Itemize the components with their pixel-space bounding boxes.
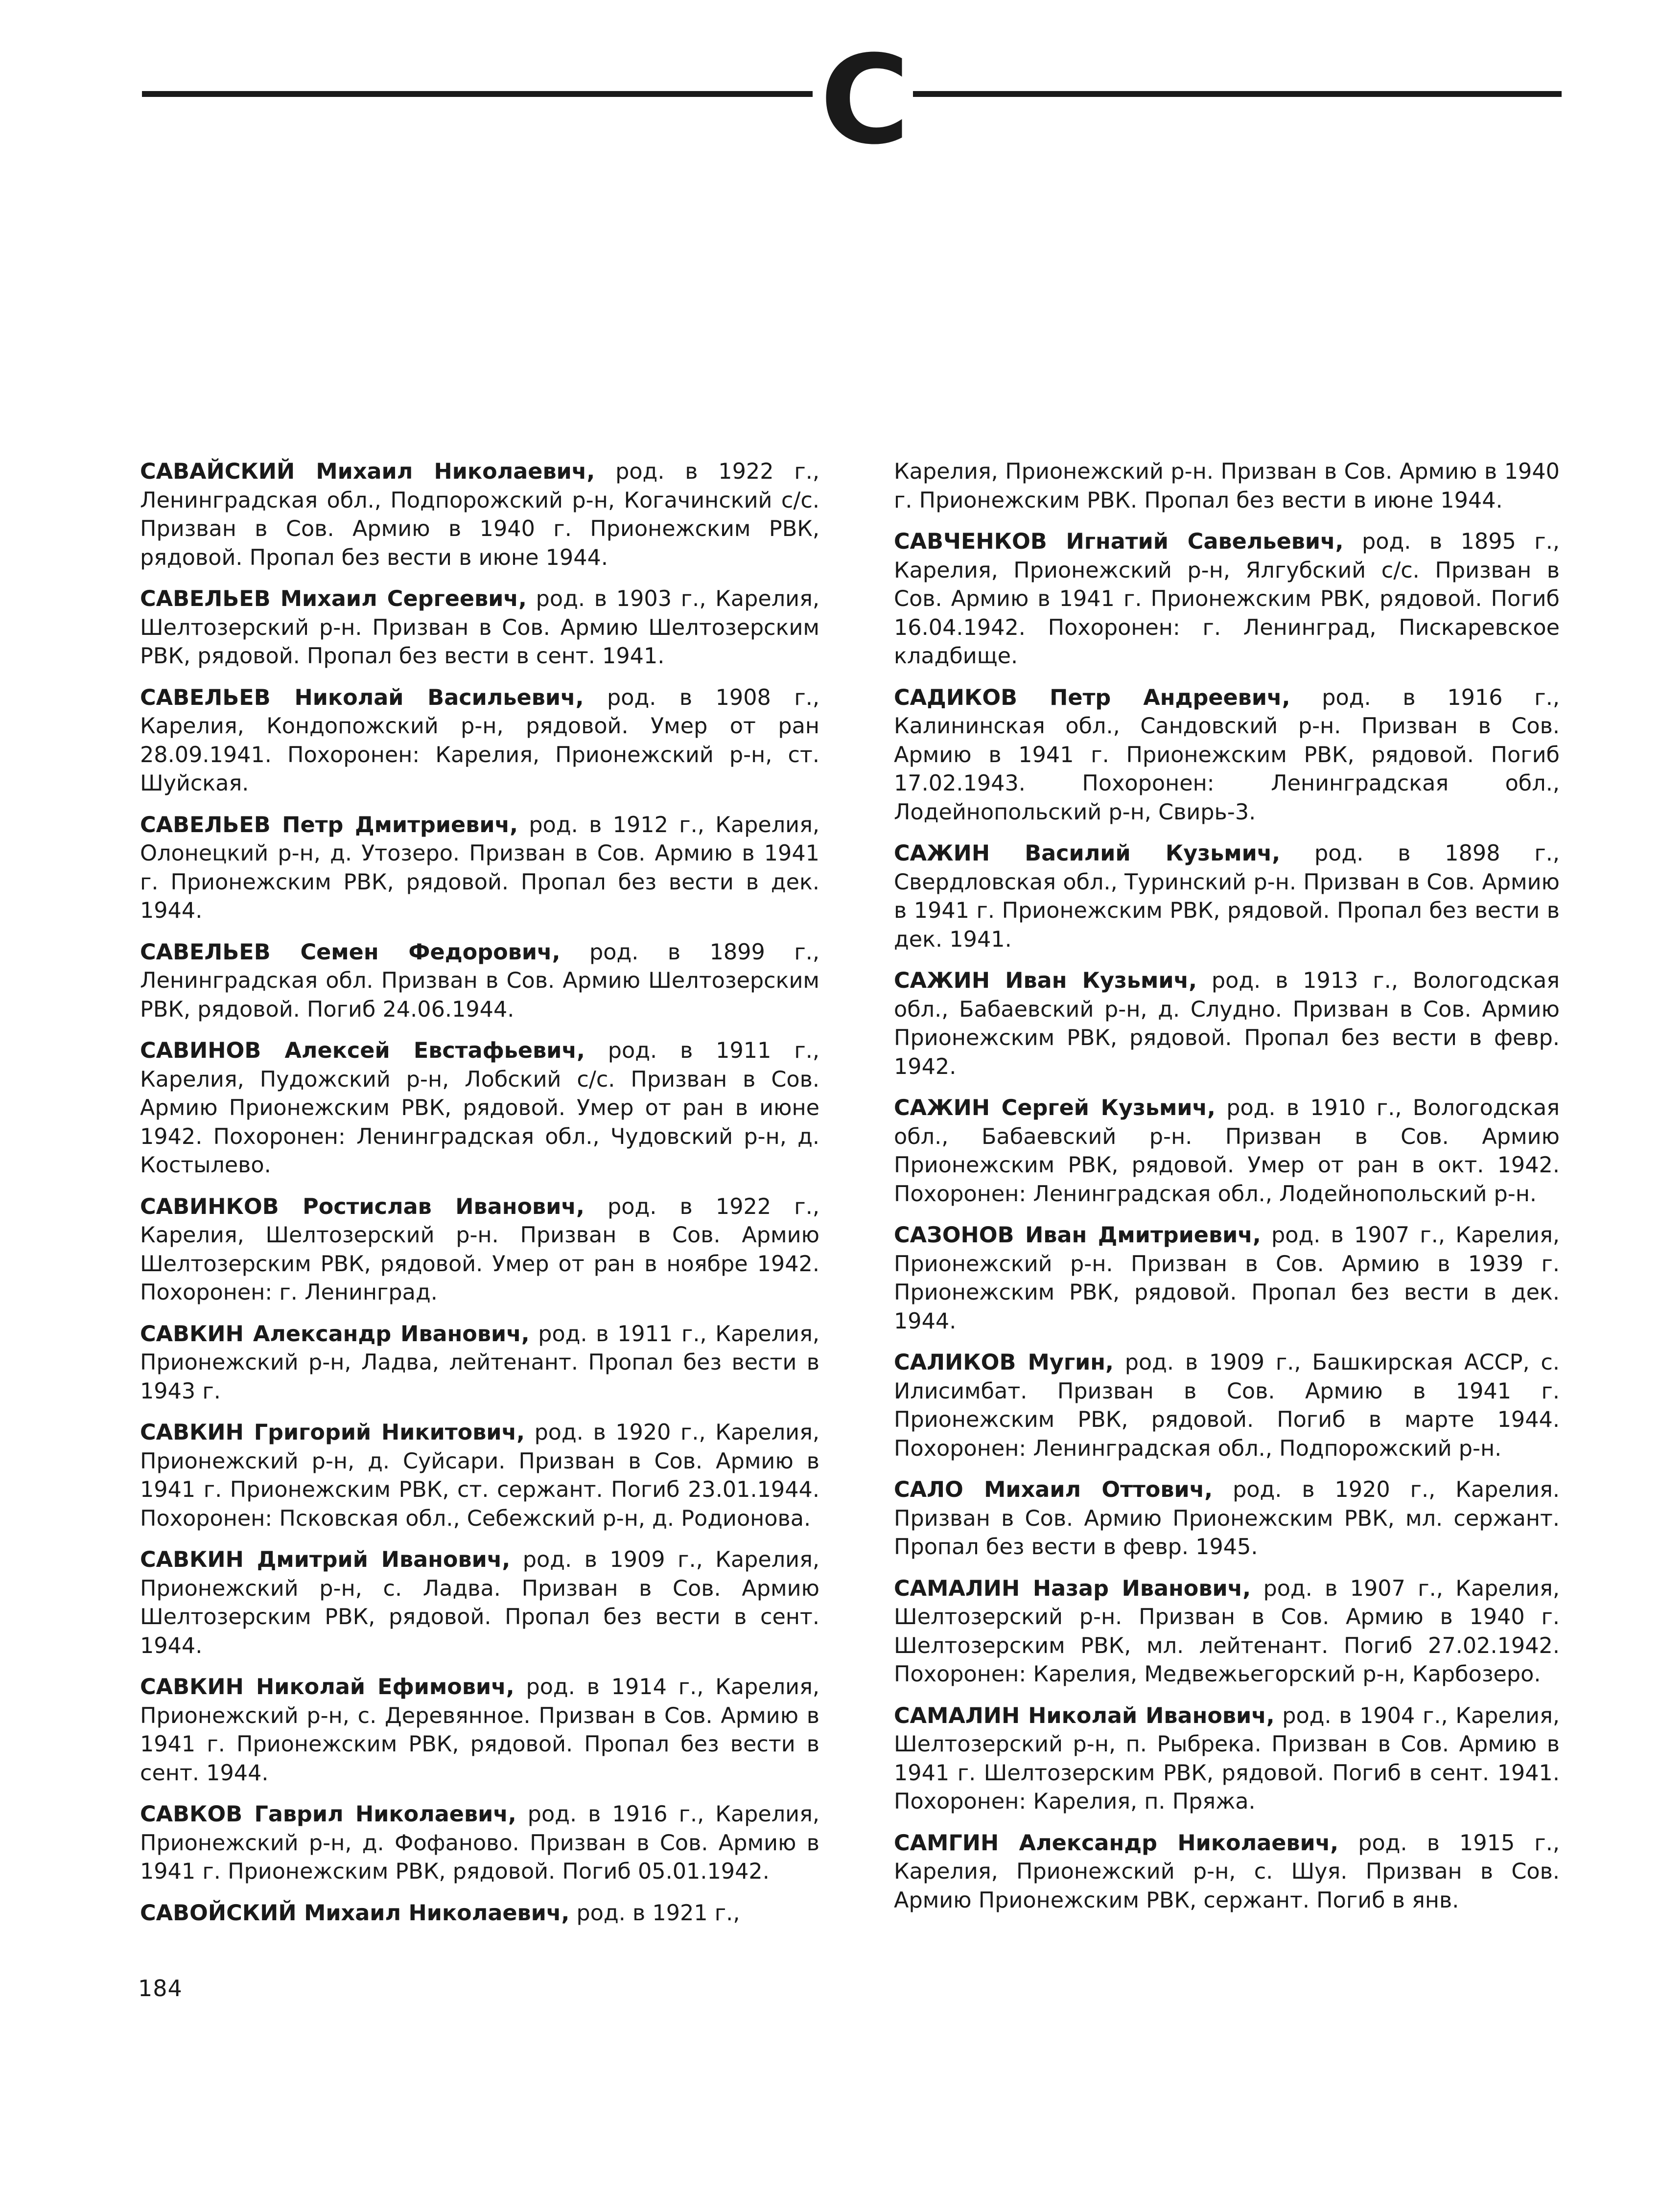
entry-name: САВИНОВ Алексей Евстафьевич, xyxy=(140,1038,585,1063)
entry-text: род. в 1909 г., Башкирская АССР, с. Илисимбат. Призван в Сов. Армию в 1941 г. Прионежским РВК, рядовой. Погиб в марте 1944. Похоронен: Ленинградская обл., Подпорожский р-н. xyxy=(894,1350,1560,1461)
entry-text: род. в 1920 г., Карелия, Прионежский р-н, д. Суйсари. Призван в Сов. Армию в 1941 г. Прионежским РВК, ст. сержант. Погиб 23.01.1944. Похоронен: Псковская обл., Себежский р-н, д. Родионова. xyxy=(140,1420,819,1531)
entry-name: САВЕЛЬЕВ Михаил Сергеевич, xyxy=(140,586,527,611)
entry-name: САВКИН Дмитрий Иванович, xyxy=(140,1547,511,1572)
entry-text: род. в 1895 г., Карелия, Прионежский р-н, Ялгубский с/с. Призван в Сов. Армию в 1941 г. Прионежским РВК, рядовой. Погиб 16.04.1942. Похоронен: г. Ленинград, Пискаревское кладбище. xyxy=(894,529,1560,669)
entry xyxy=(894,839,1560,954)
entry-text: род. в 1910 г., Вологодская обл., Бабаевский р-н. Призван в Сов. Армию Прионежским РВК, рядовой. Умер от ран в окт. 1942. Похоронен: Ленинградская обл., Лодейнопольский р-н. xyxy=(894,1095,1560,1207)
section-letter: С xyxy=(820,29,910,171)
entry-name: САВКИН Григорий Никитович, xyxy=(140,1420,525,1445)
page-number: 184 xyxy=(138,1975,183,2002)
entry-continuation xyxy=(894,458,1560,515)
entry xyxy=(140,1037,819,1180)
entry-text: род. в 1913 г., Вологодская обл., Бабаевский р-н, д. Слудно. Призван в Сов. Армию Прионежским РВК, рядовой. Пропал без вести в февр. 1942. xyxy=(894,968,1560,1079)
entry-text: род. в 1916 г., Калининская обл., Сандовский р-н. Призван в Сов. Армию в 1941 г. Прионежским РВК, рядовой. Погиб 17.02.1943. Похоронен: Ленинградская обл., Лодейнопольский р-н, Свирь-3. xyxy=(894,685,1560,825)
entry xyxy=(894,1349,1560,1463)
entry-text: род. в 1916 г., Карелия, Прионежский р-н, д. Фофаново. Призван в Сов. Армию в 1941 г. Прионежским РВК, рядовой. Погиб 05.01.1942. xyxy=(140,1802,820,1884)
entry-name: САМАЛИН Николай Иванович, xyxy=(894,1703,1275,1728)
entry-text: род. в 1898 г., Свердловская обл., Туринский р-н. Призван в Сов. Армию в 1941 г. Прионежским РВК, рядовой. Пропал без вести в дек. 1941. xyxy=(894,841,1560,952)
entry-name: САВЧЕНКОВ Игнатий Савельевич, xyxy=(894,529,1344,554)
entry-text: род. в 1920 г., Карелия. Призван в Сов. Армию Прионежским РВК, мл. сержант. Пропал без вести в февр. 1945. xyxy=(894,1477,1560,1560)
entry xyxy=(894,1094,1560,1209)
entry xyxy=(140,811,819,926)
entry-text: род. в 1912 г., Карелия, Олонецкий р-н, д. Утозеро. Призван в Сов. Армию в 1941 г. Прионежским РВК, рядовой. Пропал без вести в дек. 1944. xyxy=(140,812,819,923)
entry xyxy=(140,1320,819,1406)
entry-name: САВЕЛЬЕВ Семен Федорович, xyxy=(140,939,561,965)
entry xyxy=(894,1702,1560,1816)
entry xyxy=(140,585,819,671)
entry-name: САВЕЛЬЕВ Петр Дмитриевич, xyxy=(140,812,518,838)
header-rule-right xyxy=(913,91,1562,97)
entry-text: род. в 1908 г., Карелия, Кондопожский р-н, рядовой. Умер от ран 28.09.1941. Похоронен: Карелия, Прионежский р-н, ст. Шуйская. xyxy=(140,685,819,796)
entry-name: САЖИН Василий Кузьмич, xyxy=(894,841,1281,866)
entry-name: САМГИН Александр Николаевич, xyxy=(894,1830,1339,1856)
right-column xyxy=(894,458,1560,1928)
entry xyxy=(140,938,819,1025)
entry-text: род. в 1921 г., xyxy=(569,1900,740,1926)
entry xyxy=(140,1419,819,1533)
entry-name: САВЕЛЬЕВ Николай Васильевич, xyxy=(140,685,584,710)
entry-text: род. в 1899 г., Ленинградская обл. Призван в Сов. Армию Шелтозерским РВК, рядовой. Погиб 24.06.1944. xyxy=(140,939,819,1022)
entry-name: САЗОНОВ Иван Дмитриевич, xyxy=(894,1223,1261,1248)
entry-text: род. в 1909 г., Карелия, Прионежский р-н, с. Ладва. Призван в Сов. Армию Шелтозерским РВК, рядовой. Пропал без вести в сент. 1944. xyxy=(140,1547,819,1658)
entry-text: род. в 1907 г., Карелия, Шелтозерский р-н. Призван в Сов. Армию в 1940 г. Шелтозерским РВК, мл. лейтенант. Погиб 27.02.1942. Похоронен: Карелия, Медвежьегорский р-н, Карбозеро. xyxy=(894,1576,1560,1687)
entry xyxy=(894,1575,1560,1689)
entry-text: род. в 1914 г., Карелия, Прионежский р-н, с. Деревянное. Призван в Сов. Армию в 1941 г. Прионежским РВК, рядовой. Пропал без вести в сент. 1944. xyxy=(140,1675,819,1786)
entry-name: САВИНКОВ Ростислав Иванович, xyxy=(140,1194,585,1219)
entry-text: род. в 1907 г., Карелия, Прионежский р-н. Призван в Сов. Армию в 1939 г. Прионежским РВК, рядовой. Пропал без вести в дек. 1944. xyxy=(894,1223,1560,1334)
entry xyxy=(894,1829,1560,1915)
entry-name: САВАЙСКИЙ Михаил Николаевич, xyxy=(140,459,595,484)
entry-name: САВКОВ Гаврил Николаевич, xyxy=(140,1802,516,1827)
entry-text: род. в 1915 г., Карелия, Прионежский р-н, с. Шуя. Призван в Сов. Армию Прионежским РВК, сержант. Погиб в янв. xyxy=(894,1830,1560,1913)
entry-text: род. в 1911 г., Карелия, Пудожский р-н, Лобский с/с. Призван в Сов. Армию Прионежским РВК, рядовой. Умер от ран в июне 1942. Похоронен: Ленинградская обл., Чудовский р-н, д. Костылево. xyxy=(140,1038,819,1178)
entry-name: САДИКОВ Петр Андреевич, xyxy=(894,685,1290,710)
entry-text: род. в 1903 г., Карелия, Шелтозерский р-н. Призван в Сов. Армию Шелтозерским РВК, рядовой. Пропал без вести в сент. 1941. xyxy=(140,586,819,669)
entry xyxy=(894,1221,1560,1336)
entry-name: САВОЙСКИЙ Михаил Николаевич, xyxy=(140,1900,570,1926)
entry-name: САВКИН Николай Ефимович, xyxy=(140,1675,514,1700)
entry xyxy=(140,1800,819,1886)
entry-name: САВКИН Александр Иванович, xyxy=(140,1321,530,1347)
entry xyxy=(140,1899,819,1928)
entry xyxy=(140,684,819,798)
entry xyxy=(894,684,1560,827)
entry-text: Карелия, Прионежский р-н. Призван в Сов. Армию в 1940 г. Прионежским РВК. Пропал без вести в июне 1944. xyxy=(894,459,1560,513)
entry-name: САЖИН Сергей Кузьмич, xyxy=(894,1095,1216,1120)
entry-text: род. в 1904 г., Карелия, Шелтозерский р-н, п. Рыбрека. Призван в Сов. Армию в 1941 г. Шелтозерским РВК, рядовой. Погиб в сент. 1941. Похоронен: Карелия, п. Пряжа. xyxy=(894,1703,1560,1814)
entry-text: род. в 1922 г., Карелия, Шелтозерский р-н. Призван в Сов. Армию Шелтозерским РВК, рядовой. Умер от ран в ноябре 1942. Похоронен: г. Ленинград. xyxy=(140,1194,819,1305)
entry-name: САЛО Михаил Оттович, xyxy=(894,1477,1213,1502)
entry-name: САЖИН Иван Кузьмич, xyxy=(894,968,1197,993)
entry-text: род. в 1922 г., Ленинградская обл., Подпорожский р-н, Когачинский с/с. Призван в Сов. Армию в 1940 г. Прионежским РВК, рядовой. Пропал без вести в июне 1944. xyxy=(140,459,819,570)
entry xyxy=(894,1476,1560,1562)
letter-header xyxy=(142,29,1562,171)
entry xyxy=(140,458,819,572)
entry-text: род. в 1911 г., Карелия, Прионежский р-н, Ладва, лейтенант. Пропал без вести в 1943 г. xyxy=(140,1321,819,1404)
entry xyxy=(140,1546,819,1660)
entry xyxy=(894,967,1560,1081)
entry-name: САЛИКОВ Мугин, xyxy=(894,1350,1114,1375)
entry xyxy=(140,1193,819,1307)
entry xyxy=(894,528,1560,671)
left-column xyxy=(140,458,819,1940)
header-rule-left xyxy=(142,91,813,97)
entry xyxy=(140,1673,819,1788)
entry-name: САМАЛИН Назар Иванович, xyxy=(894,1576,1251,1601)
